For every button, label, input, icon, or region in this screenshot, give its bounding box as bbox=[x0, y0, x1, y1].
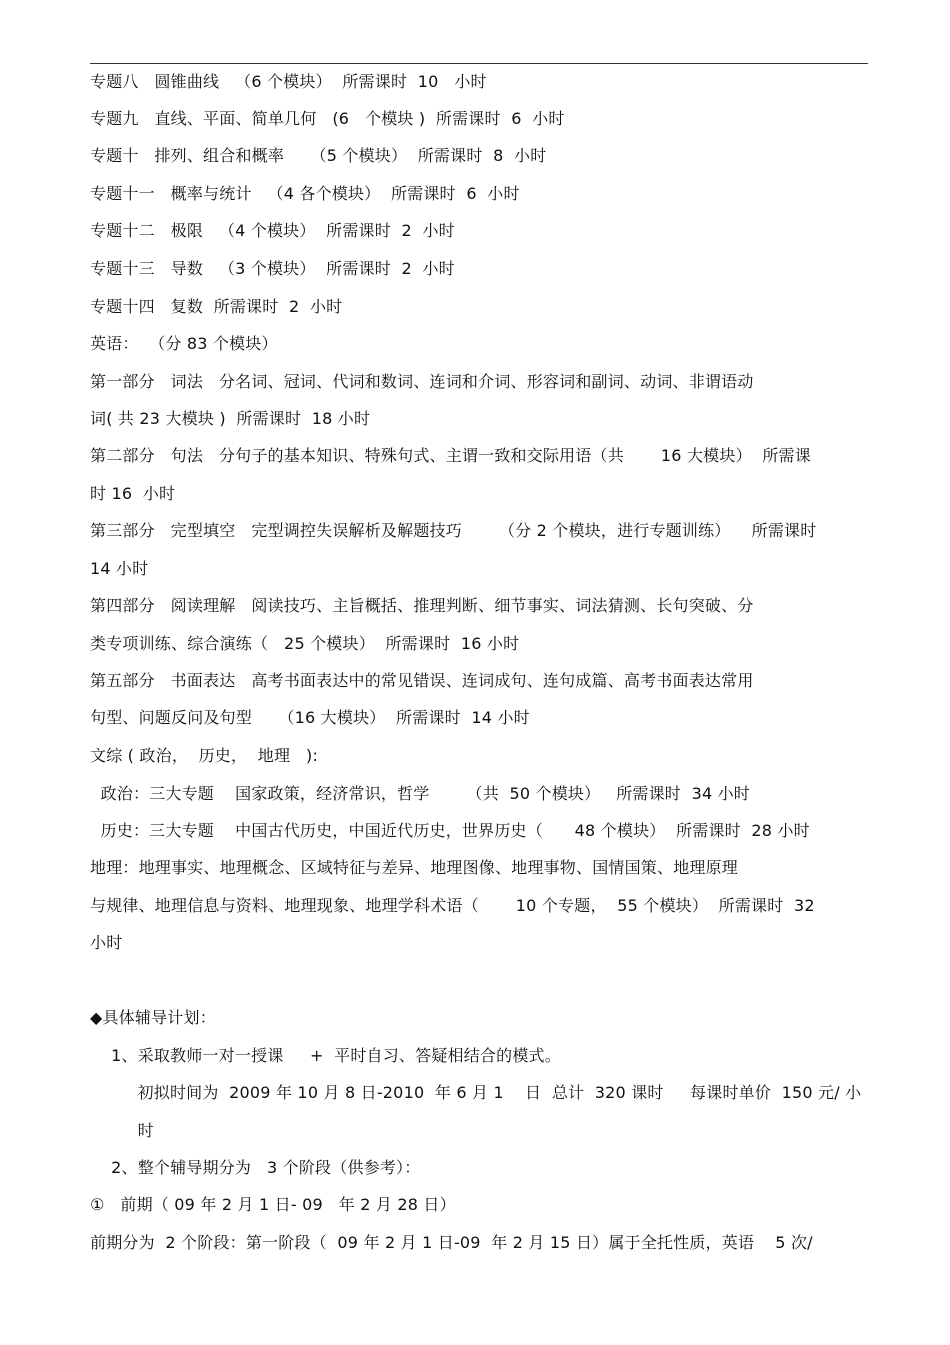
text-line: 地理：地理事实、地理概念、区域特征与差异、地理图像、地理事物、国情国策、地理原理 bbox=[90, 858, 739, 877]
text-line: 词( 共 23 大模块 ) 所需课时 18 小时 bbox=[90, 409, 371, 428]
text-line: 第四部分 阅读理解 阅读技巧、主旨概括、推理判断、细节事实、词法猜测、长句突破、分 bbox=[90, 596, 754, 615]
text-line: 第一部分 词法 分名词、冠词、代词和数词、连词和介词、形容词和副词、动词、非谓语动 bbox=[90, 372, 754, 391]
text-line: 小时 bbox=[90, 933, 123, 952]
section-heading: ◆具体辅导计划： bbox=[90, 1008, 216, 1027]
text-line: 时 16 小时 bbox=[90, 484, 176, 503]
text-line: 政治：三大专题 国家政策，经济常识，哲学 （共 50 个模块） 所需课时 34 小时 bbox=[90, 784, 751, 803]
section-heading: 文综 ( 政治， 历史， 地理 ): bbox=[90, 746, 319, 765]
text-line: 前期分为 2 个阶段：第一阶段（ 09 年 2 月 1 日-09 年 2 月 15 日）属于全托性质，英语 5 次/ bbox=[90, 1233, 813, 1252]
text-line: ① 前期（ 09 年 2 月 1 日- 09 年 2 月 28 日） bbox=[90, 1195, 456, 1214]
text-line: 句型、问题反问及句型 （16 大模块） 所需课时 14 小时 bbox=[90, 708, 530, 727]
text-line: 专题十二 极限 （4 个模块） 所需课时 2 小时 bbox=[90, 221, 455, 240]
text-line: 专题十三 导数 （3 个模块） 所需课时 2 小时 bbox=[90, 259, 455, 278]
header-rule bbox=[90, 63, 868, 64]
text-line: 第三部分 完型填空 完型调控失误解析及解题技巧 （分 2 个模块，进行专题训练） 所需课时 bbox=[90, 521, 817, 540]
text-line: 专题十 排列、组合和概率 （5 个模块） 所需课时 8 小时 bbox=[90, 146, 547, 165]
text-line: 类专项训练、综合演练（ 25 个模块） 所需课时 16 小时 bbox=[90, 634, 520, 653]
text-line: 2、整个辅导期分为 3 个阶段（供参考）： bbox=[90, 1158, 421, 1177]
text-line: 1、采取教师一对一授课 + 平时自习、答疑相结合的模式。 bbox=[90, 1046, 561, 1065]
section-heading: 英语： （分 83 个模块） bbox=[90, 334, 278, 353]
text-line: 专题八 圆锥曲线 （6 个模块） 所需课时 10 小时 bbox=[90, 72, 487, 91]
text-line: 专题九 直线、平面、简单几何 (6 个模块 ) 所需课时 6 小时 bbox=[90, 109, 565, 128]
text-line: 历史：三大专题 中国古代历史，中国近代历史，世界历史（ 48 个模块） 所需课时 28 小时 bbox=[90, 821, 810, 840]
text-line: 专题十四 复数 所需课时 2 小时 bbox=[90, 297, 343, 316]
text-line: 与规律、地理信息与资料、地理现象、地理学科术语（ 10 个专题， 55 个模块） 所需课时 32 bbox=[90, 896, 815, 915]
text-line: 第五部分 书面表达 高考书面表达中的常见错误、连词成句、连句成篇、高考书面表达常用 bbox=[90, 671, 754, 690]
text-line: 初拟时间为 2009 年 10 月 8 日-2010 年 6 月 1 日 总计 320 课时 每课时单价 150 元/ 小 bbox=[90, 1083, 862, 1102]
text-line: 第二部分 句法 分句子的基本知识、特殊句式、主谓一致和交际用语（共 16 大模块） 所需课 bbox=[90, 446, 811, 465]
text-line: 14 小时 bbox=[90, 559, 149, 578]
text-line: 专题十一 概率与统计 （4 各个模块） 所需课时 6 小时 bbox=[90, 184, 520, 203]
text-line: 时 bbox=[90, 1121, 154, 1140]
